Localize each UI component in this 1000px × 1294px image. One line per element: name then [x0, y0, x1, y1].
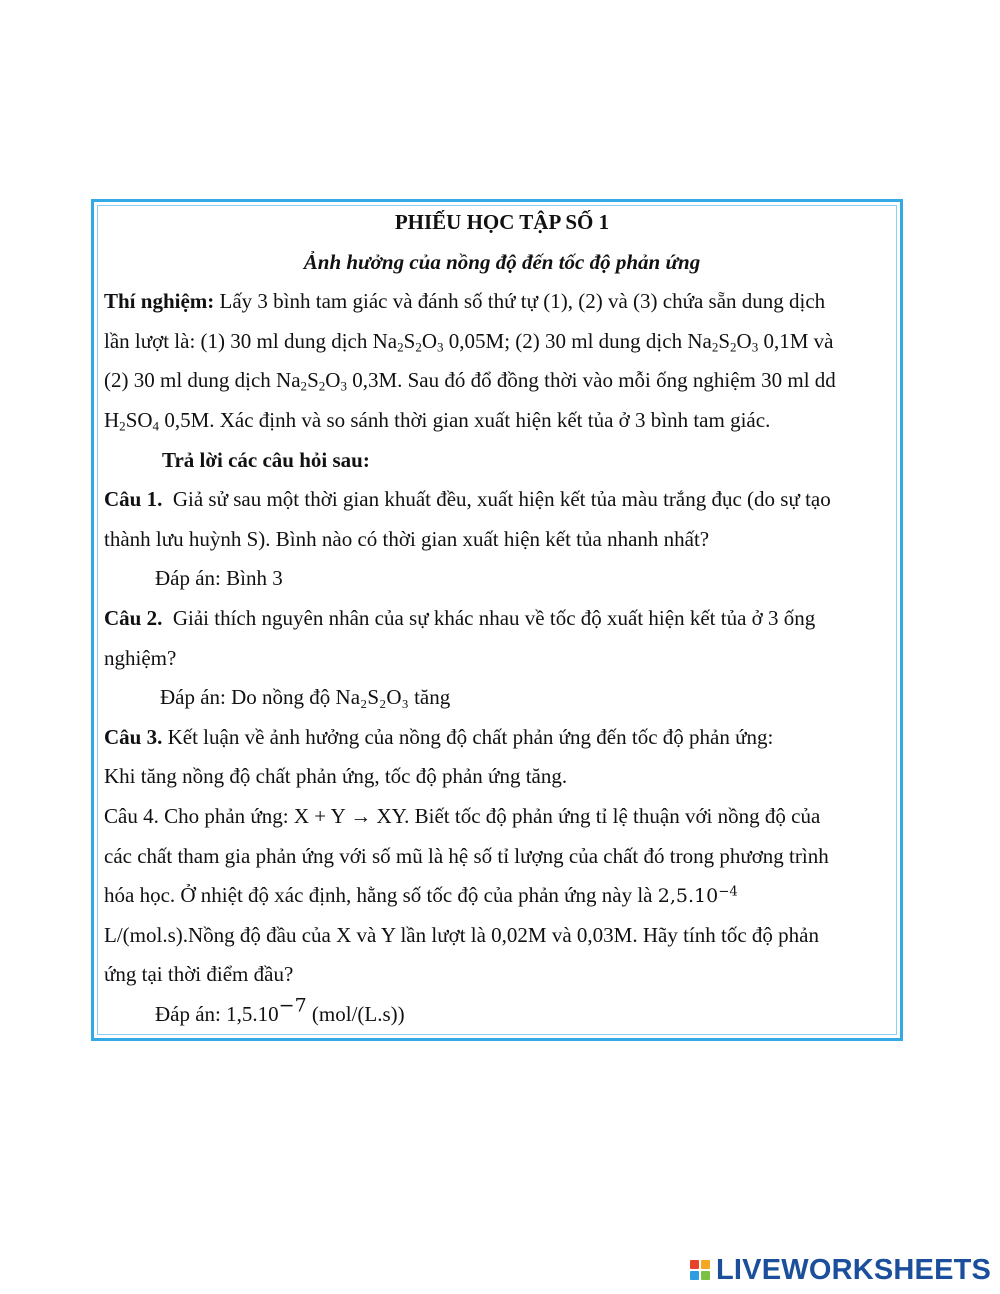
- worksheet-subtitle: Ảnh hưởng của nồng độ đến tốc độ phản ứng: [303, 249, 701, 274]
- question-2-label: Câu 2.: [104, 605, 163, 630]
- question-1-label: Câu 1.: [104, 487, 163, 512]
- rate-constant: $2,5.10^{-4}$: [657, 884, 738, 908]
- question-1-answer: Đáp án: Bình 3: [155, 566, 283, 591]
- experiment-line-3: (2) 30 ml dung dịch $Na_2S_2O_3$ 0,3M. Sau đó đổ đồng thời vào mỗi ống nghiệm 30 ml dd: [104, 368, 836, 394]
- question-2-line-1: Câu 2. Giải thích nguyên nhân của sự khác nhau về tốc độ xuất hiện kết tủa ở 3 ống: [104, 605, 816, 630]
- instruction: Trả lời các câu hỏi sau:: [162, 447, 370, 472]
- question-1-line-2: thành lưu huỳnh S). Bình nào có thời gian xuất hiện kết tủa nhanh nhất?: [104, 526, 710, 551]
- question-4-line-4: L/(mol.s).Nồng độ đầu của X và Y lần lượt là 0,02M và 0,03M. Hãy tính tốc độ phản: [104, 922, 819, 947]
- question-1-line-1: Câu 1. Giả sử sau một thời gian khuất đều, xuất hiện kết tủa màu trắng đục (do sự tạo: [104, 487, 831, 512]
- question-2-answer: Đáp án: Do nồng độ Na₂S₂O₃ tăng: [160, 685, 451, 710]
- worksheet-title: PHIẾU HỌC TẬP SỐ 1: [394, 210, 610, 234]
- question-4-line-5: ứng tại thời điểm đầu?: [104, 962, 294, 987]
- question-3-line-1: Câu 3. Kết luận về ảnh hưởng của nồng độ chất phản ứng đến tốc độ phản ứng:: [104, 724, 774, 749]
- experiment-line-1: Thí nghiệm: Lấy 3 bình tam giác và đánh số thứ tự (1), (2) và (3) chứa sẵn dung dịch: [104, 289, 826, 314]
- experiment-line-2: lần lượt là: (1) 30 ml dung dịch $Na_2S_2O_3$ 0,05M; (2) 30 ml dung dịch $Na_2S_2O_3$ 0,1M và: [104, 328, 834, 355]
- question-4-line-1: Câu 4. Cho phản ứng: X + Y → XY. Biết tốc độ phản ứng tỉ lệ thuận với nồng độ của: [104, 803, 821, 828]
- liveworksheets-logo[interactable]: [690, 1252, 991, 1288]
- liveworksheets-logo-text: LIVEWORKSHEETS: [716, 1253, 992, 1286]
- question-3-answer: Khi tăng nồng độ chất phản ứng, tốc độ phản ứng tăng.: [104, 764, 568, 789]
- question-2-line-2: nghiệm?: [104, 645, 177, 670]
- question-4-answer: Đáp án: $1,5.10^{-7}$ (mol/(L.s)): [155, 994, 405, 1026]
- liveworksheets-logo-icon: [690, 1260, 710, 1280]
- question-3-label: Câu 3.: [104, 724, 163, 749]
- experiment-label: Thí nghiệm:: [104, 289, 215, 314]
- worksheet-content: [104, 203, 900, 1034]
- question-4-line-3: hóa học. Ở nhiệt độ xác định, hằng số tốc độ của phản ứng này là $2,5.10^{-4}$: [104, 883, 738, 908]
- experiment-line-4: $H_2SO_4$ 0,5M. Xác định và so sánh thời gian xuất hiện kết tủa ở 3 bình tam giác.: [104, 407, 771, 434]
- question-4-line-2: các chất tham gia phản ứng với số mũ là hệ số tỉ lượng của chất đó trong phương trình: [104, 843, 829, 868]
